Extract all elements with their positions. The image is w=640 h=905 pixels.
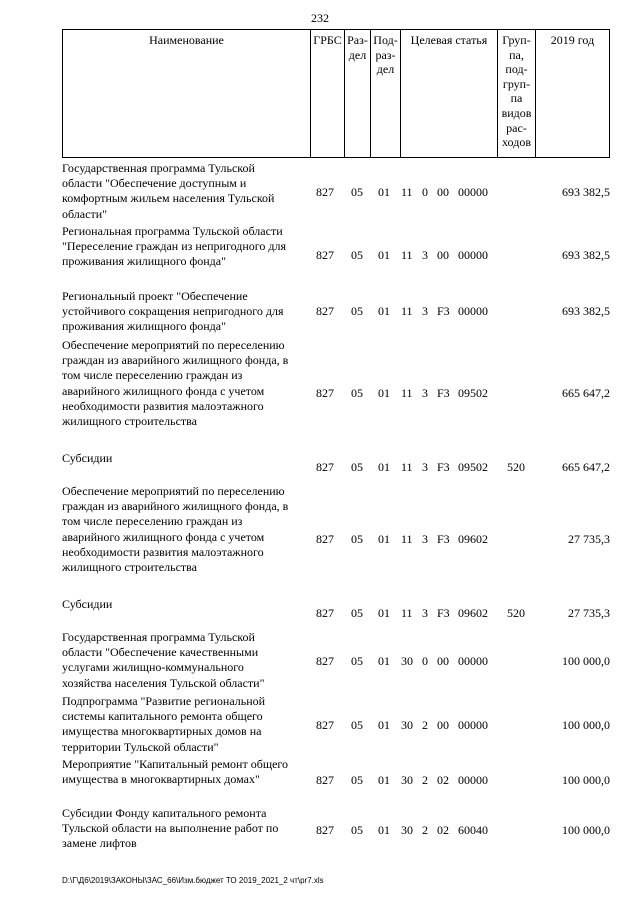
cell-cs-direction: 00000 — [458, 248, 488, 262]
cell-cs-direction: 09502 — [458, 460, 488, 474]
cell-cs-direction: 09502 — [458, 386, 488, 400]
cell-cs-program: 11 — [401, 248, 413, 262]
cell-razdel: 05 — [351, 460, 363, 474]
cell-sum: 100 000,0 — [562, 823, 610, 837]
cell-sum: 693 382,5 — [562, 304, 610, 318]
cell-cs-main: 02 — [437, 823, 449, 837]
cell-sum: 27 735,3 — [568, 532, 610, 546]
cell-cs-subprogram: 3 — [422, 606, 428, 620]
cell-cs-program: 30 — [401, 718, 413, 732]
cell-razdel: 05 — [351, 185, 363, 199]
row-name: Обеспечение мероприятий по переселению граждан из аварийного жилищного фонда, в том числе переселению граждан из аварийного жилищного фонда с учетом необходимости развития малоэтажного жилищного строительства — [62, 484, 289, 575]
cell-cs-program: 30 — [401, 773, 413, 787]
cell-podrazdel: 01 — [378, 823, 390, 837]
cell-sum: 100 000,0 — [562, 773, 610, 787]
row-name: Подпрограмма "Развитие региональной системы капитального ремонта общего имущества многоквартирных домов на территории Тульской области" — [62, 694, 266, 754]
cell-podrazdel: 01 — [378, 460, 390, 474]
cell-cs-direction: 00000 — [458, 304, 488, 318]
header-grbs: ГРБС — [311, 30, 345, 157]
cell-grbs: 827 — [316, 823, 334, 837]
cell-cs-subprogram: 2 — [422, 773, 428, 787]
cell-cs-main: F3 — [437, 304, 450, 318]
cell-cs-subprogram: 2 — [422, 718, 428, 732]
row-name: Региональный проект "Обеспечение устойчивого сокращения непригодного для проживания жилищного фонда" — [62, 289, 284, 334]
cell-cs-main: 00 — [437, 718, 449, 732]
cell-cs-subprogram: 3 — [422, 304, 428, 318]
cell-podrazdel: 01 — [378, 606, 390, 620]
row-name: Обеспечение мероприятий по переселению граждан из аварийного жилищного фонда, в том числе переселению граждан из аварийного жилищного фонда с учетом необходимости развития малоэтажного жилищного строительства — [62, 338, 289, 429]
cell-cs-main: 00 — [437, 185, 449, 199]
cell-cs-direction: 00000 — [458, 773, 488, 787]
header-razdel: Раз- дел — [345, 30, 371, 157]
cell-cs-direction: 00000 — [458, 654, 488, 668]
cell-razdel: 05 — [351, 773, 363, 787]
cell-razdel: 05 — [351, 823, 363, 837]
header-name: Наименование — [63, 30, 311, 157]
cell-cs-direction: 09602 — [458, 532, 488, 546]
cell-cs-subprogram: 0 — [422, 654, 428, 668]
cell-podrazdel: 01 — [378, 654, 390, 668]
cell-cs-main: F3 — [437, 532, 450, 546]
cell-sum: 100 000,0 — [562, 718, 610, 732]
cell-cs-direction: 09602 — [458, 606, 488, 620]
cell-grbs: 827 — [316, 304, 334, 318]
cell-cs-program: 30 — [401, 654, 413, 668]
cell-razdel: 05 — [351, 606, 363, 620]
cell-grbs: 827 — [316, 185, 334, 199]
cell-sum: 693 382,5 — [562, 248, 610, 262]
cell-cs-subprogram: 0 — [422, 185, 428, 199]
header-podrazdel: Под- раз- дел — [371, 30, 401, 157]
header-year-2019: 2019 год — [550, 33, 595, 47]
cell-sum: 100 000,0 — [562, 654, 610, 668]
row-name: Субсидии — [62, 597, 113, 611]
cell-cs-program: 11 — [401, 386, 413, 400]
cell-cs-main: F3 — [437, 606, 450, 620]
cell-cs-direction: 60040 — [458, 823, 488, 837]
cell-cs-program: 11 — [401, 185, 413, 199]
table-header — [62, 29, 610, 158]
cell-sum: 693 382,5 — [562, 185, 610, 199]
row-name: Субсидии — [62, 451, 113, 465]
cell-sum: 665 647,2 — [562, 386, 610, 400]
cell-podrazdel: 01 — [378, 185, 390, 199]
row-name: Государственная программа Тульской области "Обеспечение качественными услугами жилищно-коммунального хозяйства населения Тульской области" — [62, 630, 265, 690]
cell-cs-program: 11 — [401, 532, 413, 546]
cell-cs-program: 11 — [401, 304, 413, 318]
cell-podrazdel: 01 — [378, 386, 390, 400]
cell-sum: 665 647,2 — [562, 460, 610, 474]
cell-podrazdel: 01 — [378, 718, 390, 732]
cell-cs-program: 11 — [401, 606, 413, 620]
cell-cs-subprogram: 3 — [422, 248, 428, 262]
cell-cs-subprogram: 3 — [422, 386, 428, 400]
cell-podrazdel: 01 — [378, 248, 390, 262]
cell-grbs: 827 — [316, 460, 334, 474]
cell-razdel: 05 — [351, 718, 363, 732]
cell-cs-main: 00 — [437, 248, 449, 262]
cell-expense-group: 520 — [507, 606, 525, 620]
cell-cs-subprogram: 2 — [422, 823, 428, 837]
cell-razdel: 05 — [351, 532, 363, 546]
cell-razdel: 05 — [351, 248, 363, 262]
cell-razdel: 05 — [351, 654, 363, 668]
cell-cs-main: 02 — [437, 773, 449, 787]
cell-podrazdel: 01 — [378, 304, 390, 318]
row-name: Субсидии Фонду капитального ремонта Тульской области на выполнение работ по замене лифтов — [62, 806, 279, 851]
cell-cs-subprogram: 3 — [422, 532, 428, 546]
cell-grbs: 827 — [316, 386, 334, 400]
cell-grbs: 827 — [316, 773, 334, 787]
page-number: 232 — [311, 11, 329, 25]
cell-cs-main: F3 — [437, 460, 450, 474]
cell-cs-direction: 00000 — [458, 718, 488, 732]
cell-grbs: 827 — [316, 532, 334, 546]
cell-razdel: 05 — [351, 304, 363, 318]
cell-cs-program: 30 — [401, 823, 413, 837]
cell-grbs: 827 — [316, 248, 334, 262]
header-target-article: Целевая статья — [401, 30, 498, 157]
cell-cs-direction: 00000 — [458, 185, 488, 199]
cell-grbs: 827 — [316, 718, 334, 732]
cell-cs-main: F3 — [437, 386, 450, 400]
row-name: Региональная программа Тульской области "Переселение граждан из непригодного для проживания жилищного фонда" — [62, 224, 286, 269]
row-name: Государственная программа Тульской области "Обеспечение доступным и комфортным жильем населения Тульской области" — [62, 161, 275, 221]
cell-cs-program: 11 — [401, 460, 413, 474]
row-name: Мероприятие "Капитальный ремонт общего имущества в многоквартирных домах" — [62, 757, 289, 787]
cell-grbs: 827 — [316, 654, 334, 668]
cell-grbs: 827 — [316, 606, 334, 620]
cell-cs-main: 00 — [437, 654, 449, 668]
cell-razdel: 05 — [351, 386, 363, 400]
cell-podrazdel: 01 — [378, 773, 390, 787]
file-path-footer: D:\Г\Д6\2019\ЗАКОНЫ\ЗАС_66\Изм.бюджет ТО 2019_2021_2 чт\pr7.xls — [62, 876, 324, 885]
header-expense-group: Груп- па, под- груп- па видов рас- ходов — [498, 30, 536, 157]
cell-expense-group: 520 — [507, 460, 525, 474]
cell-podrazdel: 01 — [378, 532, 390, 546]
cell-cs-subprogram: 3 — [422, 460, 428, 474]
cell-sum: 27 735,3 — [568, 606, 610, 620]
